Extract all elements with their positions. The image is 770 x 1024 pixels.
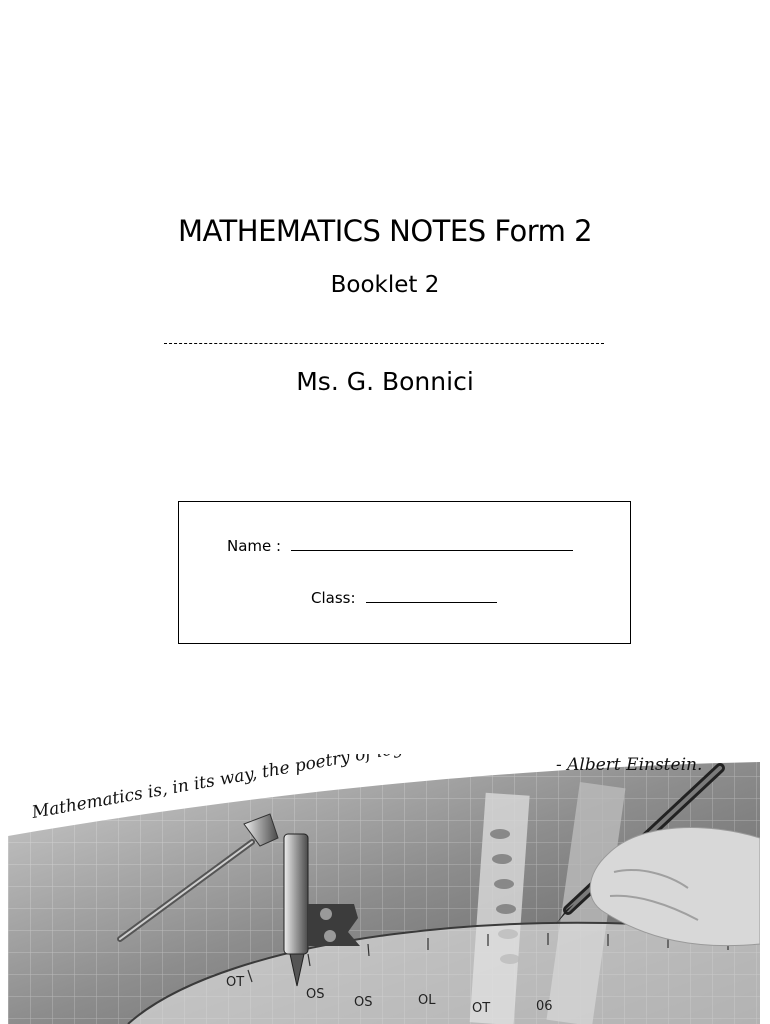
banner-image xyxy=(8,754,760,1024)
class-field xyxy=(311,588,497,607)
name-field xyxy=(227,536,573,555)
name-blank-line[interactable] xyxy=(291,536,573,551)
class-blank-line[interactable] xyxy=(366,588,497,603)
svg-text:OL: OL xyxy=(418,993,436,1008)
class-label: Class: xyxy=(311,589,356,607)
page-title: MATHEMATICS NOTES Form 2 xyxy=(177,214,593,248)
svg-text:OT: OT xyxy=(226,975,245,990)
divider xyxy=(164,343,604,344)
student-info-box xyxy=(178,501,631,644)
svg-text:OT: OT xyxy=(472,1001,491,1016)
author-name: Ms. G. Bonnici xyxy=(296,367,474,396)
svg-text:06: 06 xyxy=(536,999,553,1014)
booklet-subtitle: Booklet 2 xyxy=(330,272,440,298)
name-label: Name : xyxy=(227,537,282,555)
svg-text:OS: OS xyxy=(306,987,325,1002)
svg-text:OS: OS xyxy=(354,995,373,1010)
banner-attribution: - Albert Einstein. xyxy=(556,755,703,775)
